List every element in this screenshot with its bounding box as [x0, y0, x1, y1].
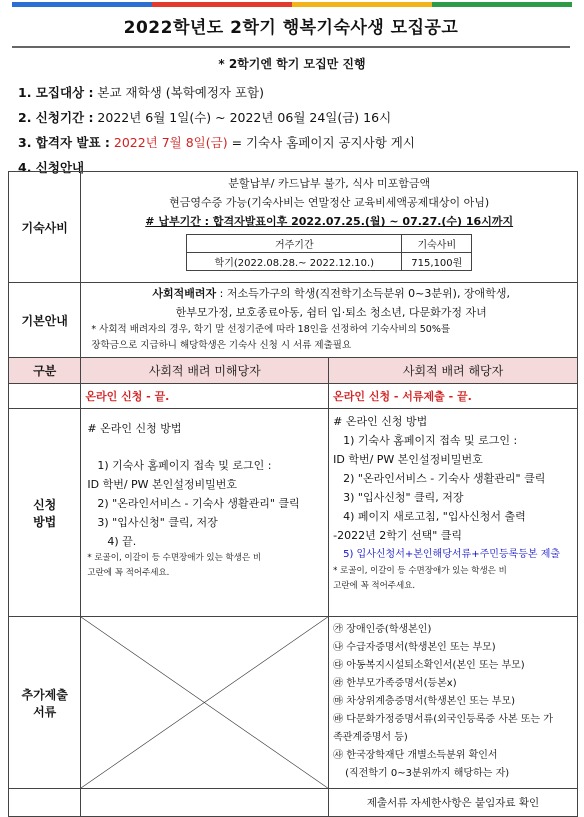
item-period: 2. 신청기간 : 2022년 6월 1일(수) ~ 2022년 06월 24일(금) 16시	[18, 110, 392, 125]
item-guide: 4. 신청안내	[18, 160, 85, 175]
fee-row	[9, 172, 578, 283]
fee-table-amount: 715,100원	[402, 253, 472, 271]
fee-deadline: # 납부기간 : 합격자발표이후 2022.07.25.(월) ~ 07.27.(수) 16시까지	[145, 215, 514, 228]
empty-cross-cell	[81, 617, 329, 789]
method-left: # 온라인 신청 방법 1) 기숙사 홈페이지 접속 및 로그인 : ID 학번/ PW 본인설정비밀번호 2) "온라인서비스 - 기숙사 생활관리" 클릭 3) "입사신청" 클릭, 저장 4) 끝. * 로골이, 이갈이 등 수면장애가 있는 학생은 비 고란에 꼭 적어주세요.	[81, 409, 329, 617]
basic-line1: : 저소득가구의 학생(직전학기소득분위 0~3분위), 장애학생,	[216, 287, 510, 300]
title-box	[12, 10, 570, 48]
method-row	[9, 409, 578, 617]
method-label: 신청 방법	[9, 409, 81, 617]
fee-table-period: 학기(2022.08.28.~ 2022.12.10.)	[187, 253, 402, 271]
fee-table-header-period: 거주기간	[187, 235, 402, 253]
fee-table-header-fee: 기숙사비	[402, 235, 472, 253]
page-title: 2022학년도 2학기 행복기숙사생 모집공고	[123, 18, 459, 38]
basic-note2: 장학금으로 지급하니 해당학생은 기숙사 신청 시 서류 제출필요	[91, 340, 352, 351]
header-color-bar	[12, 2, 572, 7]
column-right-header: 사회적 배려 해당자	[329, 358, 578, 384]
info-table	[8, 171, 578, 817]
method-right-heading: # 온라인 신청 방법	[333, 415, 428, 428]
basic-heading: 사회적배려자	[152, 287, 217, 300]
docs-footer-row	[9, 789, 578, 817]
online-left: 온라인 신청 - 끝.	[85, 390, 170, 403]
docs-row	[9, 617, 578, 789]
fee-table	[186, 234, 472, 271]
fee-line1: 분할납부/ 카드납부 불가, 식사 미포함금액	[228, 177, 431, 190]
fee-label: 기숙사비	[9, 172, 81, 283]
cross-mark-icon	[81, 617, 328, 788]
basic-note1: * 사회적 배려자의 경우, 학기 말 선정기준에 따라 18인을 선정하여 기숙사비의 50%를	[91, 324, 451, 335]
online-right: 온라인 신청 - 서류제출 - 끝.	[333, 390, 472, 403]
docs-label: 추가제출 서류	[9, 617, 81, 789]
column-label: 구분	[9, 358, 81, 384]
fee-line2: 현금영수증 가능(기숙사비는 연말정산 교육비세액공제대상이 아님)	[169, 196, 490, 209]
basic-row	[9, 283, 578, 358]
method-left-heading: # 온라인 신청 방법	[87, 422, 182, 435]
item-announce: 3. 합격자 발표 : 2022년 7월 8일(금) = 기숙사 홈페이지 공지사항 게시	[18, 135, 415, 150]
subtitle: * 2학기엔 학기 모집만 진행	[218, 57, 366, 71]
column-header-row	[9, 358, 578, 384]
basic-label: 기본안내	[9, 283, 81, 358]
method-right: # 온라인 신청 방법 1) 기숙사 홈페이지 접속 및 로그인 : ID 학번/ PW 본인설정비밀번호 2) "온라인서비스 - 기숙사 생활관리" 클릭 3) "입사신청" 클릭, 저장 4) 페이지 새로고침, "입사신청서 출력 -2022년 2학기 선택" 클릭 5) 입사신청서+본인해당서류+주민등록등본 제출 * 로골이, 이갈이 등 수면장애가 있는 학생은 비 고란에 꼭 적어주세요.	[329, 409, 578, 617]
column-left-header: 사회적 배려 미해당자	[81, 358, 329, 384]
online-row	[9, 384, 578, 409]
docs-footer: 제출서류 자세한사항은 붙임자료 확인	[329, 789, 578, 817]
item-target: 1. 모집대상 : 본교 재학생 (복학예정자 포함)	[18, 85, 265, 100]
method-right-step5: 5) 입사신청서+본인해당서류+주민등록등본 제출	[343, 549, 561, 560]
docs-list: ㉮ 장애인증(학생본인) ㉯ 수급자증명서(학생본인 또는 부모) ㉰ 아동복지시설퇴소확인서(본인 또는 부모) ㉱ 한부모가족증명서(등본x) ㉲ 차상위계층증명서(학생본인 또는 부모) ㉳ 다문화가정증명서류(외국인등록증 사본 또는 가 족관계증명서 등) ㉴ 한국장학재단 개별소득분위 확인서 (직전학기 0~3분위까지 해당하는 자)	[329, 617, 578, 789]
notice-items	[18, 80, 415, 180]
basic-line2: 한부모가정, 보호종료아동, 쉼터 입·퇴소 청소년, 다문화가정 자녀	[175, 306, 487, 319]
